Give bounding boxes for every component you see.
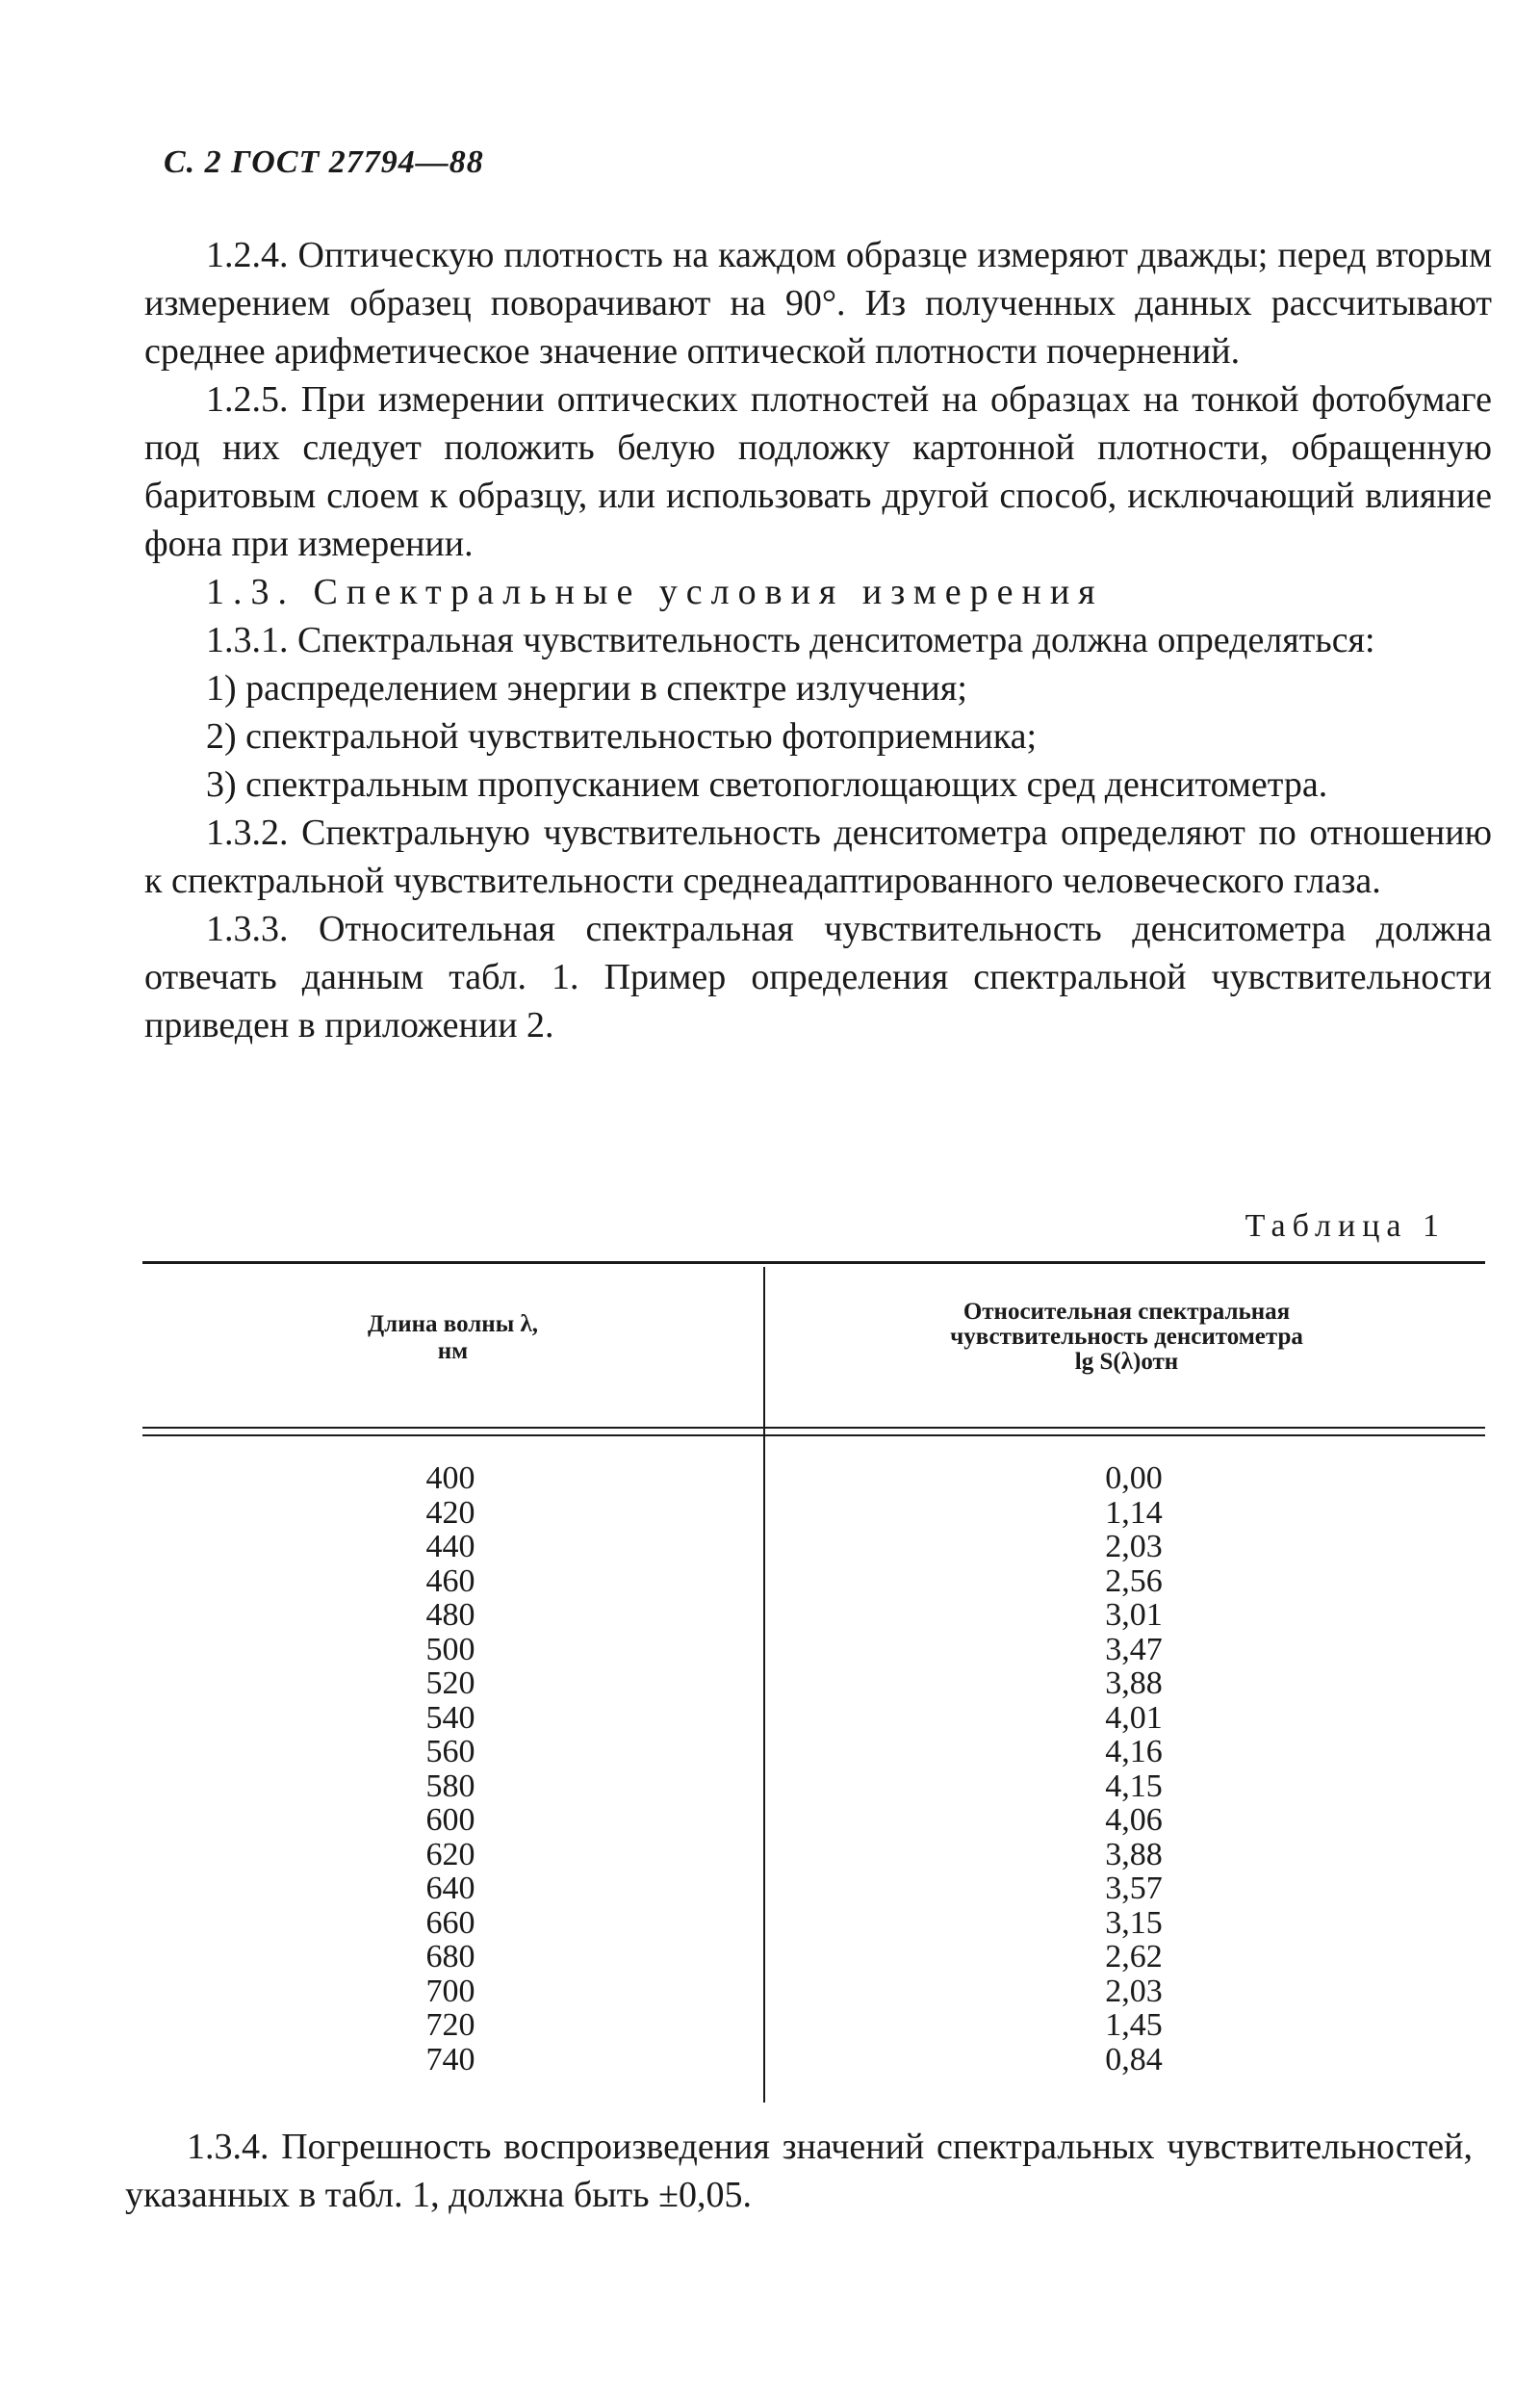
table-cell-sensitivity: 0,00 bbox=[1105, 1460, 1163, 1496]
table-cell-sensitivity: 3,47 bbox=[1105, 1631, 1163, 1667]
table-cell-sensitivity: 1,45 bbox=[1105, 2007, 1163, 2043]
table-cell-sensitivity: 2,62 bbox=[1105, 1939, 1163, 1974]
list-item-2: 2) спектральной чувствительностью фотоприемника; bbox=[206, 716, 1038, 757]
table-cell-wavelength: 740 bbox=[425, 2041, 475, 2077]
table-cell-wavelength: 720 bbox=[425, 2007, 475, 2043]
body-text bbox=[144, 231, 1492, 1049]
list-item-3: 3) спектральным пропусканием светопоглощающих сред денситометра. bbox=[206, 764, 1328, 805]
sensitivity-column bbox=[1066, 1461, 1201, 2077]
column-header-sensitivity-line1: Относительная спектральная bbox=[962, 1299, 1291, 1325]
column-header-wavelength-line1: Длина волны λ, bbox=[367, 1311, 538, 1337]
table-top-rule bbox=[142, 1261, 1485, 1264]
table-cell-sensitivity: 4,16 bbox=[1105, 1734, 1163, 1769]
table-cell-wavelength: 640 bbox=[425, 1871, 475, 1906]
paragraph-1-2-4: 1.2.4. Оптическую плотность на каждом образце измеряют дважды; перед вторым измерением образец поворачивают на 90°. Из полученных данных рассчитывают среднее арифметическое значение оптической плотности почернений. bbox=[144, 235, 1492, 372]
column-header-sensitivity-line3: lg S(λ)отн bbox=[1074, 1349, 1179, 1375]
table-cell-wavelength: 660 bbox=[425, 1904, 475, 1941]
footer-text bbox=[125, 2123, 1473, 2219]
column-header-sensitivity-line2: чувствительность денситометра bbox=[950, 1324, 1303, 1350]
table-cell-wavelength: 700 bbox=[425, 1973, 475, 2009]
table-cell-wavelength: 460 bbox=[425, 1562, 475, 1599]
paragraph-1-3-4: 1.3.4. Погрешность воспроизведения значений спектральных чувствительностей, указанных в табл. 1, должна быть ±0,05. bbox=[125, 2127, 1473, 2215]
table-cell-sensitivity: 3,88 bbox=[1105, 1665, 1163, 1701]
table-cell-wavelength: 400 bbox=[425, 1460, 475, 1496]
table-cell-sensitivity: 3,88 bbox=[1105, 1836, 1163, 1872]
table-cell-sensitivity: 2,03 bbox=[1105, 1973, 1163, 2009]
column-header-wavelength-line2: нм bbox=[437, 1338, 469, 1364]
table-cell-wavelength: 580 bbox=[425, 1768, 475, 1804]
table-cell-wavelength: 480 bbox=[425, 1597, 475, 1633]
paragraph-1-3-3: 1.3.3. Относительная спектральная чувствительность денситометра должна отвечать данным табл. 1. Пример определения спектральной чувствительности приведен в приложении 2. bbox=[144, 909, 1492, 1045]
table-cell-wavelength: 500 bbox=[425, 1631, 475, 1667]
table-label: Таблица 1 bbox=[1245, 1208, 1446, 1244]
table-cell-wavelength: 420 bbox=[425, 1494, 475, 1531]
table-cell-sensitivity: 3,01 bbox=[1105, 1597, 1163, 1633]
paragraph-1-3-2: 1.3.2. Спектральную чувствительность денситометра определяют по отношению к спектральной чувствительности среднеадаптированного человеческого глаза. bbox=[144, 813, 1492, 901]
table-header-rule-double bbox=[142, 1434, 1485, 1436]
table-cell-wavelength: 440 bbox=[425, 1529, 475, 1564]
list-item-1: 1) распределением энергии в спектре излучения; bbox=[206, 668, 967, 709]
table-cell-wavelength: 540 bbox=[425, 1699, 475, 1736]
table-cell-wavelength: 560 bbox=[425, 1734, 475, 1769]
table-cell-wavelength: 620 bbox=[425, 1836, 475, 1872]
table-cell-sensitivity: 4,01 bbox=[1105, 1699, 1163, 1736]
table-header-rule bbox=[142, 1427, 1485, 1429]
paragraph-1-2-5: 1.2.5. При измерении оптических плотностей на образцах на тонкой фотобумаге под них следует положить белую подложку картонной плотности, обращенную баритовым слоем к образцу, или использовать другой способ, исключающий влияние фона при измерении. bbox=[144, 379, 1492, 564]
page-header: С. 2 ГОСТ 27794—88 bbox=[164, 144, 484, 180]
table-cell-sensitivity: 2,03 bbox=[1105, 1529, 1163, 1564]
column-header-sensitivity bbox=[768, 1300, 1485, 1375]
table-cell-wavelength: 520 bbox=[425, 1665, 475, 1701]
section-heading-1-3: 1.3. Спектральные условия измерения bbox=[206, 572, 1104, 612]
table-column-divider bbox=[763, 1267, 765, 2103]
table-cell-sensitivity: 4,06 bbox=[1105, 1802, 1163, 1838]
table-cell-wavelength: 680 bbox=[425, 1939, 475, 1974]
column-header-wavelength bbox=[142, 1311, 763, 1365]
wavelength-column bbox=[383, 1461, 518, 2077]
table-cell-sensitivity: 1,14 bbox=[1105, 1494, 1163, 1531]
table-cell-sensitivity: 3,15 bbox=[1105, 1904, 1163, 1941]
spectral-table bbox=[142, 1261, 1485, 2108]
table-cell-sensitivity: 3,57 bbox=[1105, 1871, 1163, 1906]
table-cell-wavelength: 600 bbox=[425, 1802, 475, 1838]
table-cell-sensitivity: 2,56 bbox=[1105, 1562, 1163, 1599]
table-cell-sensitivity: 0,84 bbox=[1105, 2041, 1163, 2077]
paragraph-1-3-1: 1.3.1. Спектральная чувствительность денситометра должна определяться: bbox=[206, 620, 1375, 660]
table-cell-sensitivity: 4,15 bbox=[1105, 1768, 1163, 1804]
